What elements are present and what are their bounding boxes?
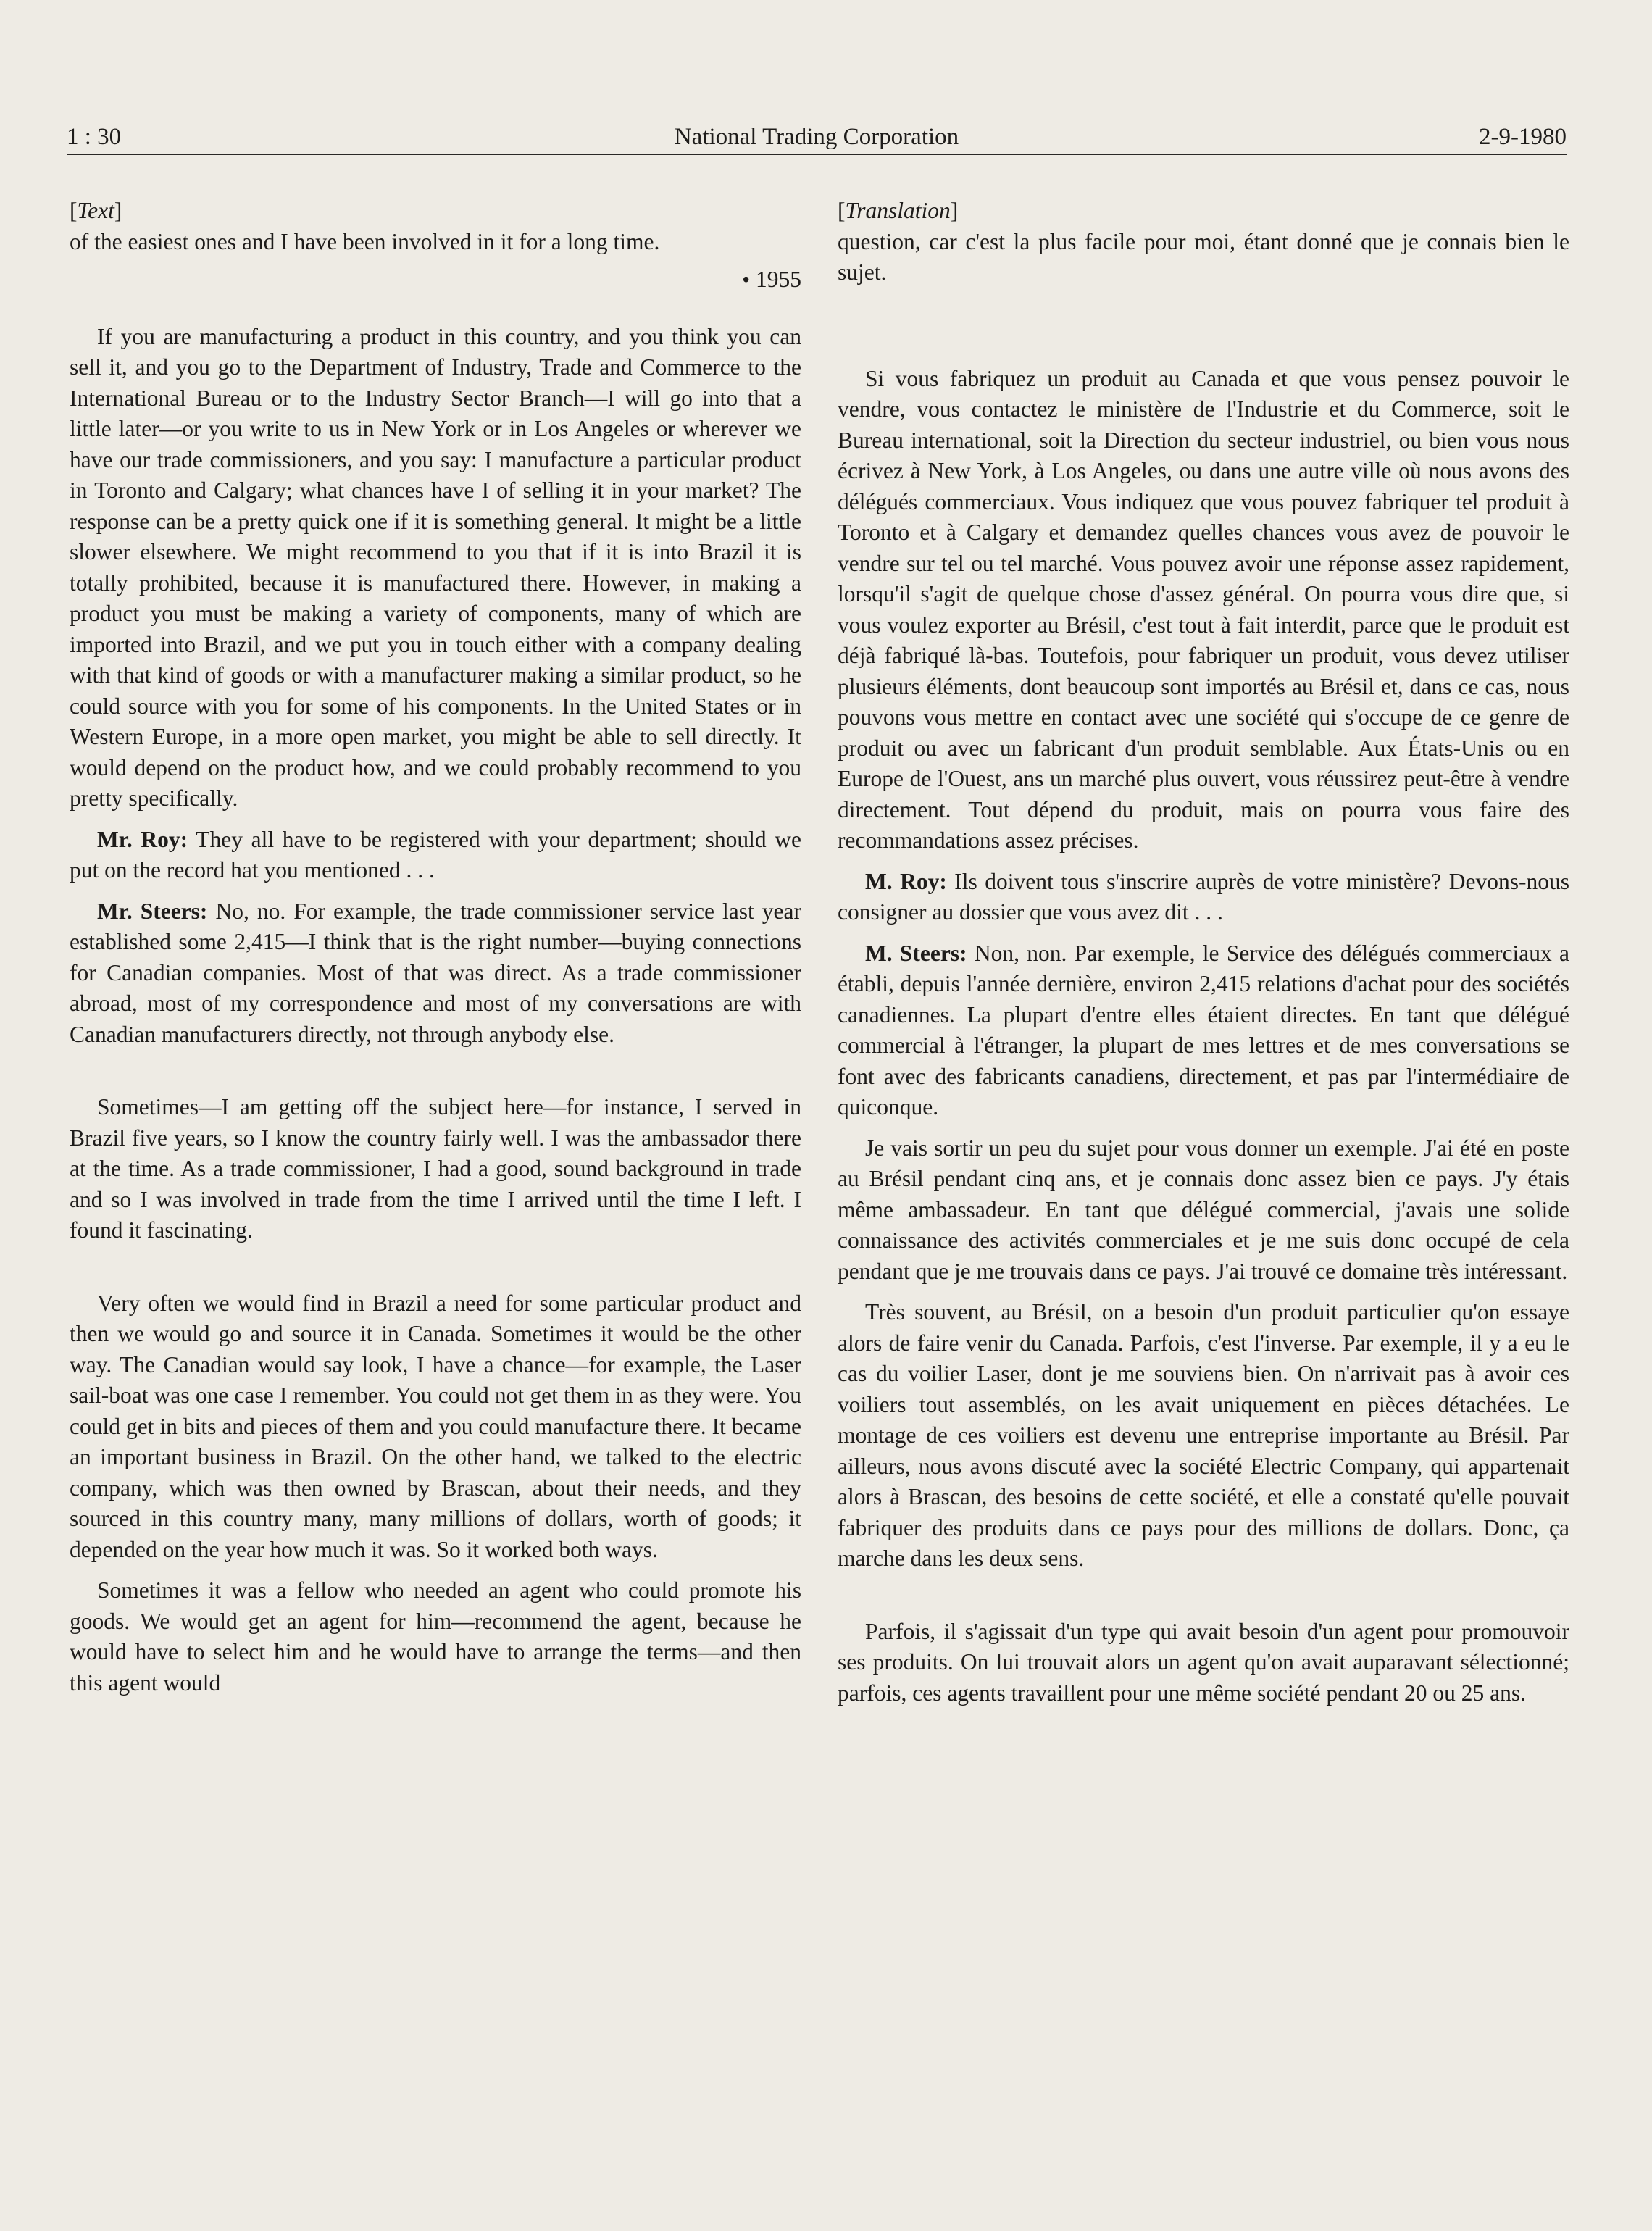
- speaker-paragraph: [70, 896, 801, 1051]
- running-title: National Trading Corporation: [674, 124, 959, 150]
- speaker-name: Mr. Steers:: [97, 898, 208, 924]
- speech-text: No, no. For example, the trade commissioner service last year established some 2,415—I think that is the right number—buying connections for Canadian companies. Most of that was direct. As a trade commissioner abroad, most of my correspondence and most of my conversations are with Canadian manufacturers directly, not through anybody else.: [70, 898, 801, 1047]
- paragraph: Sometimes—I am getting off the subject here—for instance, I served in Brazil five years, so I know the country fairly well. I was the ambassador there at the time. As a trade commissioner, I had a good, sound background in trade and so I was involved in trade from the time I arrived until the time I left. I found it fascinating.: [70, 1094, 801, 1243]
- paragraph: Très souvent, au Brésil, on a besoin d'un produit particulier qu'on essaye alors de faire venir du Canada. Parfois, c'est l'inverse. Par exemple, il y a eu le cas du voilier Laser, dont je me souviens bien. On n'arrivait pas à avoir ces voiliers tout assemblés, on les avait uniquement en pièces détachées. Le montage de ces voiliers est devenu une entreprise importante au Brésil. Par ailleurs, nous avons discuté avec la société Electric Company, qui appartenait alors à Brascan, des besoins de cette société, et elle a constaté qu'elle pouvait fabriquer des produits dans ce pays pour des millions de dollars. Donc, ça marche dans les deux sens.: [838, 1299, 1569, 1571]
- page-number: 1 : 30: [67, 124, 122, 150]
- speaker-name: M. Steers:: [865, 940, 967, 966]
- paragraph: Very often we would find in Brazil a need for some particular product and then we would go and source it in Canada. Sometimes it would be the other way. The Canadian would say look, I have a chance—for example, the Laser sail-boat was one case I remember. You could not get them in as they were. You could get in bits and pieces of them and you could manufacture there. It became an important business in Brazil. On the other hand, we talked to the electric company, which was then owned by Brascan, about their needs, and they sourced in this country many, many millions of dollars, worth of goods; it depended on the year how much it was. So it worked both ways.: [70, 1290, 801, 1562]
- time-marker: • 1955: [742, 267, 801, 292]
- speech-text: Non, non. Par exemple, le Service des délégués commerciaux a établi, depuis l'année dernière, environ 2,415 relations d'achat pour des sociétés canadiennes. La plupart d'entre elles étaient directes. En tant que délégué commercial à l'étranger, la plupart de mes lettres et de mes conversations se font avec des fabricants canadiens, directement, et pas par l'intermédiaire de quiconque.: [838, 940, 1569, 1119]
- paragraph-continued: question, car c'est la plus facile pour moi, étant donné que je connais bien le sujet.: [838, 228, 1569, 285]
- speaker-paragraph: [838, 938, 1569, 1123]
- speech-text: They all have to be registered with your department; should we put on the record hat you mentioned . . .: [70, 826, 801, 883]
- speaker-name: Mr. Roy:: [97, 826, 188, 852]
- paragraph: If you are manufacturing a product in this country, and you think you can sell it, and you go to the Department of Industry, Trade and Commerce to the International Bureau or to the Industry Sector Branch—I will go into that a little later—or you write to us in New York or in Los Angeles or wherever we have our trade commissioners, and you say: I manufacture a particular product in Toronto and Calgary; what chances have I of selling it in your market? The response can be a pretty quick one if it is something general. It might be a little slower elsewhere. We might recommend to you that if it is into Brazil it is totally prohibited, because it is manufactured there. However, in making a product you must be making a variety of components, many of which are imported into Brazil, and we put you in touch either with a company dealing with that kind of goods or with a manufacturer making a similar product, so he could source with you for some of his components. In the United States or in Western Europe, in a more open market, you might be able to sell directly. It would depend on the product how, and we could probably recommend to you pretty specifically.: [70, 323, 801, 811]
- column-label-text: [ Text ]: [70, 196, 801, 227]
- paragraph: Je vais sortir un peu du sujet pour vous donner un exemple. J'ai été en poste au Brésil pendant cinq ans, et je connais donc assez bien ce pays. J'y étais même ambassadeur. En tant que délégué commercial, j'avais une solide connaissance des activités commerciales et je me suis donc occupé de cela pendant que je me trouvais dans ce pays. J'ai trouvé ce domaine très intéressant.: [838, 1135, 1569, 1284]
- marker-spacer: [838, 288, 1569, 335]
- page-header: [67, 122, 1567, 155]
- header-date: 2-9-1980: [1479, 124, 1567, 150]
- french-column: [838, 196, 1569, 1709]
- speaker-paragraph: [838, 867, 1569, 928]
- paragraph: Si vous fabriquez un produit au Canada et que vous pensez pouvoir le vendre, vous contactez le ministère de l'Industrie et du Commerce, soit le Bureau international, soit la Direction du secteur industriel, ou bien vous nous écrivez à New York, à Los Angeles, ou dans une autre ville où nous avons des délégués commerciaux. Vous indiquez que vous pouvez fabriquer tel produit à Toronto et à Calgary et demandez quelles chances vous avez de pouvoir le vendre sur tel ou tel marché. Vous pouvez avoir une réponse assez rapidement, lorsqu'il s'agit de quelque chose d'assez général. On pourra vous dire que, si vous voulez exporter au Brésil, c'est tout à fait interdit, parce que le produit est déjà fabriqué là-bas. Toutefois, pour fabriquer un produit, vous devez utiliser plusieurs éléments, dont beaucoup sont importés au Brésil et, dans ce cas, nous pouvons vous mettre en contact avec une société qui s'occupe de ce genre de produit ou avec un fabricant d'un produit semblable. Aux États-Unis ou en Europe de l'Ouest, ans un marché plus ouvert, vous réussirez peut-être à vendre directement. Tout dépend du produit, mais on pourra vous faire des recommandations assez précises.: [838, 365, 1569, 853]
- speaker-name: M. Roy:: [865, 868, 947, 894]
- speech-text: Ils doivent tous s'inscrire auprès de votre ministère? Devons-nous consigner au dossier que vous avez dit . . .: [838, 868, 1569, 925]
- paragraph: Sometimes it was a fellow who needed an agent who could promote his goods. We would get an agent for him—recommend the agent, because he would have to select him and he would have to arrange the terms—and then this agent would: [70, 1577, 801, 1696]
- paragraph: Parfois, il s'agissait d'un type qui avait besoin d'un agent pour promouvoir ses produits. On lui trouvait alors un agent qu'on avait auparavant sélectionné; parfois, ces agents travaillent pour une même société pendant 20 ou 25 ans.: [838, 1618, 1569, 1706]
- paragraph-continued: of the easiest ones and I have been involved in it for a long time.: [70, 228, 660, 254]
- column-label-translation: [ Translation ]: [838, 196, 1569, 227]
- speaker-paragraph: [70, 825, 801, 886]
- english-column: [70, 196, 801, 1698]
